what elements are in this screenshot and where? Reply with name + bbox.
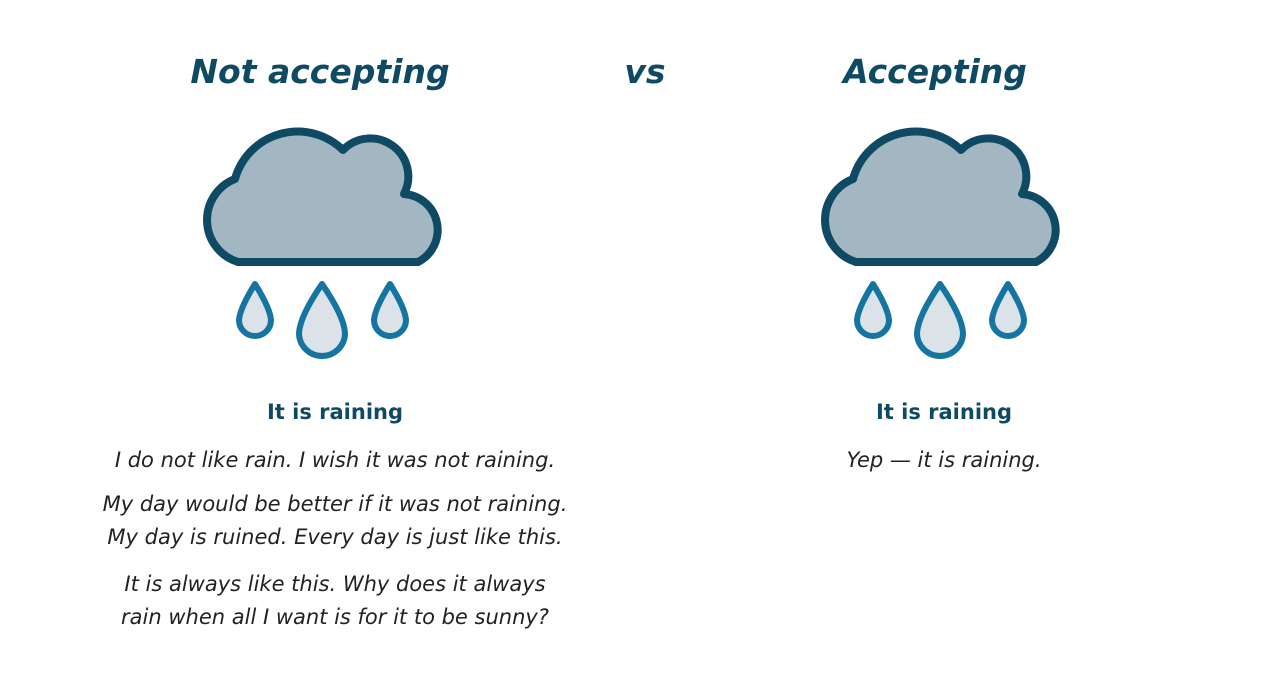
raindrop-icon: [299, 284, 345, 356]
left-thought-paragraph: [60, 488, 610, 554]
cloud-icon: [825, 132, 1056, 262]
thought-line: Yep — it is raining.: [846, 448, 1042, 472]
left-thought-paragraph: [60, 444, 610, 477]
right-rain-cloud-icon: [796, 110, 1086, 380]
raindrop-icon: [857, 284, 889, 336]
raindrop-icon: [992, 284, 1024, 336]
thought-line: My day is ruined. Every day is just like this.: [107, 525, 563, 549]
thought-line: I do not like rain. I wish it was not raining.: [114, 448, 556, 472]
right-subheading: It is raining: [875, 400, 1013, 424]
raindrop-icon: [374, 284, 406, 336]
thought-line: It is always like this. Why does it always: [124, 572, 546, 596]
left-heading: Not accepting: [190, 52, 450, 91]
raindrop-icon: [239, 284, 271, 336]
right-thought-paragraph: [744, 444, 1144, 477]
thought-line: rain when all I want is for it to be sunny?: [121, 605, 549, 629]
left-subheading: It is raining: [266, 400, 404, 424]
cloud-icon: [207, 132, 438, 262]
left-thought-paragraph: [60, 568, 610, 634]
vs-label: vs: [624, 52, 666, 91]
thought-line: My day would be better if it was not raining.: [102, 492, 568, 516]
right-heading: Accepting: [843, 52, 1027, 91]
left-rain-cloud-icon: [178, 110, 468, 380]
raindrop-icon: [917, 284, 963, 356]
